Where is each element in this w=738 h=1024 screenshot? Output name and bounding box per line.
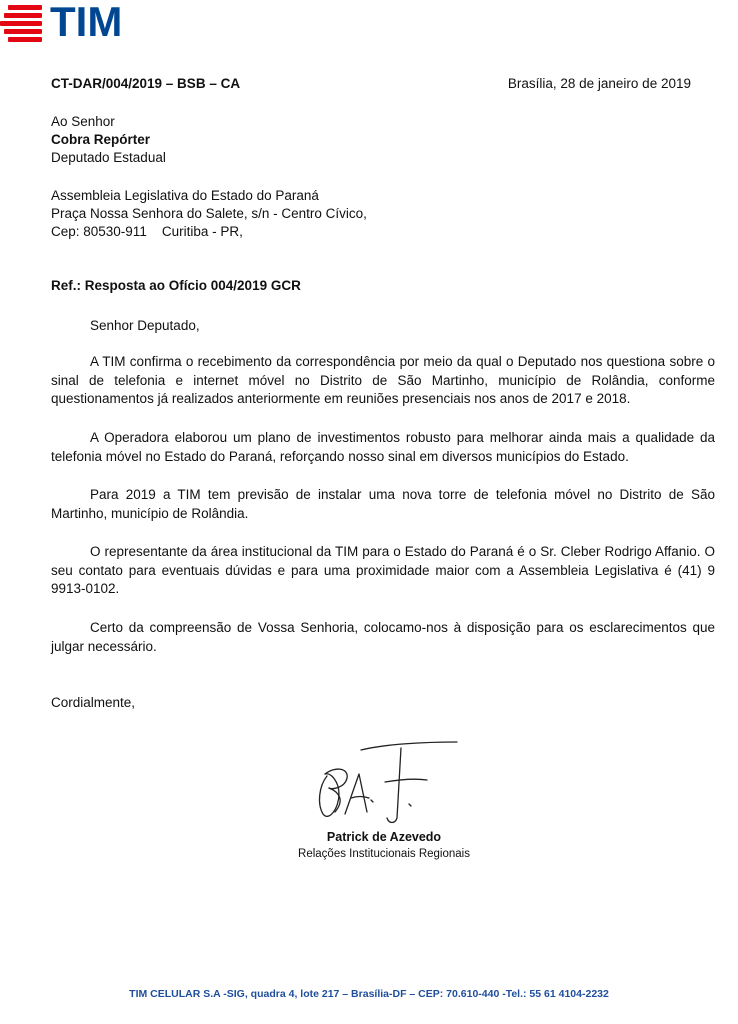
recipient-institution: Assembleia Legislativa do Estado do Paraná — [51, 188, 319, 203]
body-paragraph-3: Para 2019 a TIM tem previsão de instalar uma nova torre de telefonia móvel no Distrito de São Martinho, município de Rolândia. — [51, 487, 715, 521]
recipient-cep-city: Cep: 80530-911 Curitiba - PR, — [51, 224, 243, 239]
handwritten-signature — [305, 738, 465, 828]
recipient-salutation-line: Ao Senhor — [51, 114, 115, 129]
letter-greeting: Senhor Deputado, — [90, 318, 200, 333]
tim-logo — [0, 0, 150, 45]
body-paragraph-5: Certo da compreensão de Vossa Senhoria, colocamo-nos à disposição para os esclarecimentos que julgar necessário. — [51, 620, 715, 654]
letter-subject: Ref.: Resposta ao Ofício 004/2019 GCR — [51, 278, 301, 293]
logo-wordmark: TIM — [50, 0, 123, 45]
signer-name: Patrick de Azevedo — [326, 830, 442, 844]
letter-date: Brasília, 28 de janeiro de 2019 — [507, 76, 691, 91]
company-footer: TIM CELULAR S.A -SIG, quadra 4, lote 217 – Brasília-DF – CEP: 70.610-440 -Tel.: 55 61 4104-2232 — [129, 988, 609, 1000]
body-paragraph-1: A TIM confirma o recebimento da correspondência por meio da qual o Deputado nos questiona sobre o sinal de telefonia e internet móvel no Distrito de São Martinho, município de Rolândia, conforme questionamentos já realizados anteriormente em reuniões presenciais nos anos de 2017 e 2018. — [51, 354, 715, 406]
recipient-street: Praça Nossa Senhora do Salete, s/n - Centro Cívico, — [51, 206, 367, 221]
letter-reference: CT-DAR/004/2019 – BSB – CA — [51, 76, 241, 91]
recipient-title: Deputado Estadual — [51, 150, 166, 165]
recipient-name: Cobra Repórter — [51, 132, 151, 147]
body-paragraph-4: O representante da área institucional da TIM para o Estado do Paraná é o Sr. Cleber Rodrigo Affanio. O seu contato para eventuais dúvidas e para uma proximidade maior com a Assembleia Legislativa é (41) 9 9913-0102. — [51, 544, 715, 596]
body-paragraph-2: A Operadora elaborou um plano de investimentos robusto para melhorar ainda mais a qualidade da telefonia móvel no Estado do Paraná, reforçando nosso sinal em diversos municípios do Estado. — [51, 430, 715, 464]
letter-closing: Cordialmente, — [51, 695, 136, 710]
logo-stripes-icon — [0, 5, 44, 41]
signer-role: Relações Institucionais Regionais — [298, 848, 470, 860]
